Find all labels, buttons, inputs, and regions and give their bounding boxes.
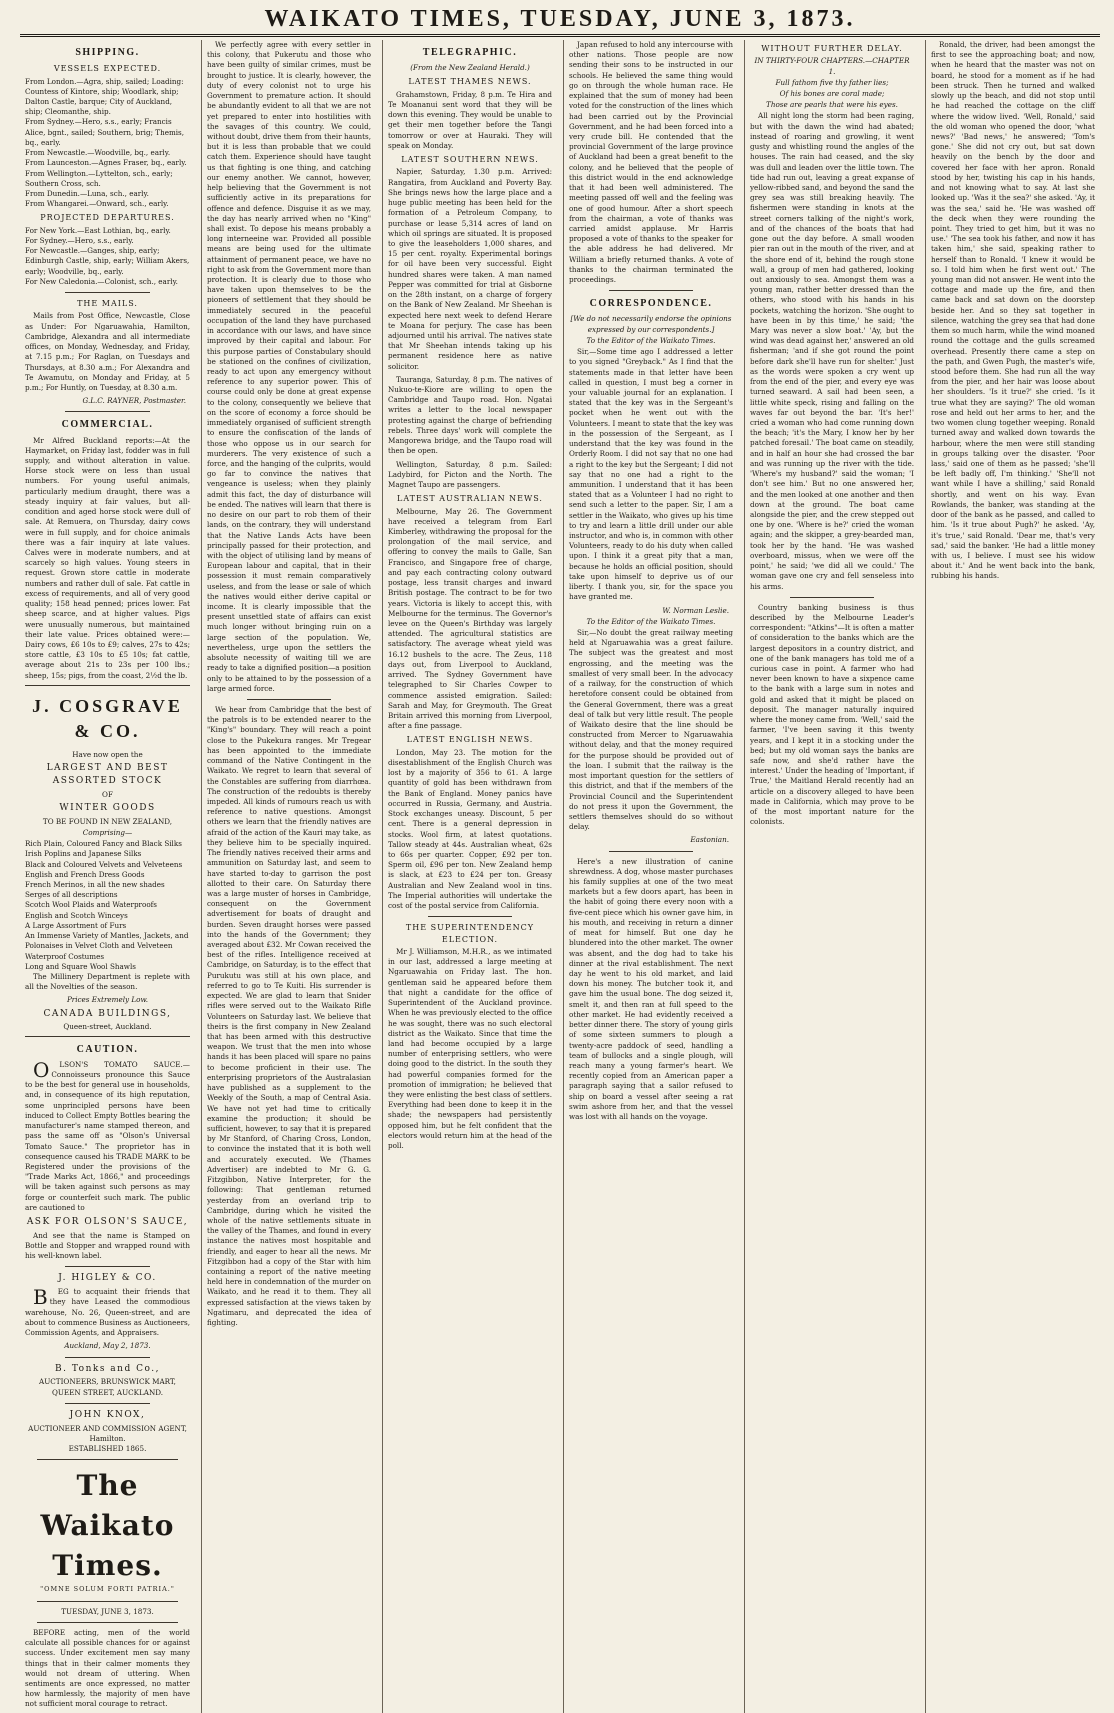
southern-news-text: Napier, Saturday, 1.30 p.m. Arrived: Rangatira, from Auckland and Poverty Bay. She brings news how the large place and a huge public meeting has been held for the formation of a Petroleum Company, to purchase or lease 5,314 acres of land on which oil springs are situated. It is proposed to give the leaseholders 1,000 shares, and 15 per cent. royalty. Experimental borings for oil have been very successful. Eight hundred shares were taken. A man named Pepper was committed for trial at Gisborne on the 28th instant, on a charge of forgery on the Bank of New Zealand. Mr Sheehan is expected here next week to defend Herare te Moana for perjury. The case has been adjourned until his arrival. The natives state that Mr Sheehan intends taking up his permanent residence here as native solicitor. xyxy=(388,167,552,371)
vessels-expected-heading: VESSELS EXPECTED. xyxy=(53,64,162,74)
australian-news-heading: LATEST AUSTRALIAN NEWS. xyxy=(397,494,543,504)
commercial-heading: COMMERCIAL. xyxy=(61,419,154,431)
cosgrave-stock: LARGEST AND BEST ASSORTED STOCK xyxy=(46,763,169,786)
superintendency-text: Mr J. Williamson, M.H.R., as we intimated in our last, addressed a large meeting at Ngaruawahia on Friday last. The hon. gentleman said he appeared before them that night a candidate for the office of Superintendent of the Auckland province. When he was previously elected to the office he was sought, there was no such electoral district as the Waikato. Since that time the land had become occupied by a large number of enterprising settlers, who were doing good to the district. In the south they had powerful companies formed for the promotion of immigration; he believed that they were enlisting the best class of settlers. Everything had been done to keep it in the shade; the newspapers had persistently opposed him, but he felt confident that the electors would return him at the head of the poll. xyxy=(388,946,552,1151)
tonks-address: QUEEN STREET, AUCKLAND. xyxy=(51,1387,164,1397)
higley-text: BEG to acquaint their friends that they have Leased the commodious warehouse, No. 26, Queen-street, and are about to commence Business as Auctioneers, Commission Agents, and Appraisers. xyxy=(25,1285,190,1338)
list-item: Long and Square Wool Shawls xyxy=(25,961,136,971)
vessels-list xyxy=(25,77,190,210)
verse-line: Of his bones are coral made; xyxy=(779,89,885,99)
leader-start: BEFORE acting, men of the world calculate all possible chances for or against success. Under excitement men say many things that in their calmer moments they would not dream of uttering. When sentiments are once expressed, no matter how harmlessly, the majority of men have not sufficient moral courage to retract. xyxy=(25,1627,190,1709)
list-item: English and Scotch Winceys xyxy=(25,910,128,920)
knox-title: JOHN KNOX, xyxy=(69,1409,146,1420)
caution-heading: CAUTION. xyxy=(76,1043,139,1055)
divider xyxy=(37,1459,178,1460)
banking-text: Country banking business is thus described by the Melbourne Leader's correspondent: "Atkins"—It is often a matter of consideration to the banks which are the largest depositors in a country district, and one of the bank managers has told me of a curious case in point. A farmer who had never been known to have a sixpence came to the bank with a large sum in notes and gold and asked that it might be placed on deposit. The manager naturally inquired where the money came from. 'Well,' said the farmer, 'I've been saving it this twenty years, and I kept it in a stocking under the bed; but my old woman says the banks are safe now, and she'd rather have the interest.' Under the heading of 'Important, if True,' the Maitland Herald recently had an article on a discovery alleged to have been made in California, which may prove to be of the most important nature for the colonists. xyxy=(750,602,914,827)
letter-1-text: Sir,—Some time ago I addressed a letter to you signed "Greyback." As I find that the statements made in that letter have been called in question, I must beg a corner in your valuable journal for an explanation. I stated that the key was in the Sergeant's pocket when he went out with the Volunteers. I meant to state that the key was in the possession of the Sergeant, as I understand that the key was found in the Orderly Room. I did not say that no one had a right to the key but the Sergeant; I did not say that no one had a right to the ammunition. I understand that it has been stated that as a Volunteer I had no right to send such a letter to the paper. Sir, I am a settler in the Waikato, who gives up his time to try and learn a little drill under our able instructor, and who is, in common with other Volunteers, ready to do his duty when called upon. I think it a great pity that a man, because he holds an official position, should take upon himself to deprive us of our liberty. I thank you, sir, for the space you have granted me. xyxy=(569,347,733,602)
column-1 xyxy=(20,40,195,1713)
divider xyxy=(609,290,693,291)
tonks-sub: AUCTIONEERS, BRUNSWICK MART, xyxy=(39,1377,176,1387)
correspondence-note: [We do not necessarily endorse the opinions expressed by our correspondents.] xyxy=(570,314,732,334)
letter-2-text: Sir,—No doubt the great railway meeting held at Ngaruawahia was a great failure. The subject was the greatest and most engrossing, and the meeting was the smallest of very small beer. In the advocacy of a railway, for the construction of which heretofore consent could be obtained from the General Government, there was a great deal of talk but very little result. The people of Waikato desire that the line should be constructed from Mercer to Ngaruawahia without delay, and that the money required for the purpose should be provided out of the loan. I submit that the railway is the most important question for the settlers of this district, and that if the members of the Provincial Council and the Superintendent do not press it upon the Government, the settlers themselves should do so without delay. xyxy=(569,628,733,832)
letter-2-signature: Eastonian. xyxy=(690,835,729,845)
election-report-continued: Japan refused to hold any intercourse with other nations. Those people are now sending their sons to be instructed in our schools. He believed the same thing would go on through the whole human race. He explained that the sum of money had been voted for the construction of the lines which had been carried out by the Provincial Government, and he had been forced into a very crude bill. He contended that the provincial Government of the large province of Auckland had been a great benefit to the colony, and he believed that the people of this district would in the end acknowledge that it had been well administered. The meeting passed off well and the feeling was one of good humour. After a short speech from the chairman, a vote of thanks was carried amidst applause. Mr Harris proposed a vote of thanks to the speaker for the able address he had delivered. Mr William a briefly returned thanks. A vote of thanks to the chairman terminated the proceedings. xyxy=(569,40,733,285)
wellington-news-text: Wellington, Saturday, 8 p.m. Sailed: Ladybird, for Picton and the North. The Magnet Taupo are passengers. xyxy=(388,459,552,489)
miscellany-text: Here's a new illustration of canine shrewdness. A dog, whose master purchases his family supplies at one of the two meat markets but a few doors apart, has been in the habit of going there every noon with a five-cent piece which his owner gave him, in his mouth, and receiving in return a dinner of meat for himself. But one day he blundered into the other market. The owner was absent, and the dog had to take his dinner at the rival establishment. The next day he went to his old market, and laid down his money. The butcher took it, and gave him the usual bone. The dog seized it, smelt it, and then ran at full speed to the other market. He had evidently received a better dinner there. The story of young girls of some sixteen summers to plough a twenty-acre paddock of seed, handling a team of bullocks and a single plough, will reach many a young farmer's heart. We recently copied from an American paper a paragraph saying that a sailor refused to ship on board a vessel after seeing a rat swim ashore from her, and that the vessel was lost with all hands on the voyage. xyxy=(569,856,733,1122)
divider xyxy=(65,411,150,412)
serial-story-continued: Ronald, the driver, had been amongst the first to see the approaching boat; and now, when he heard that the master was not on board, he stood for a moment as if he had been struck. Then he turned and walked slowly up the beach, and did not stop until he had reached the cottage on the cliff where the widow lived. 'Well, Ronald,' said the old woman who opened the door, 'what news?' 'Bad news,' he answered; 'Tom's gone.' She did not cry out, but sat down heavily on the bench by the door and covered her face with her apron. Ronald stood by her, twisting his cap in his hands, and not knowing what to say. At last she looked up. 'Was it the sea?' she asked. 'Ay, it was the sea,' said he. 'He was washed off the deck when they were rounding the point. They tried to get him, but it was no use.' 'The sea took his father, and now it has taken him,' she said, speaking rather to herself than to Ronald. 'I knew it would be so. I told him when he first went out.' The young man did not answer. He went into the cottage and made up the fire, and then came back and sat down on the doorstep beside her. And so they sat together in silence, watching the grey sea that had done them so much harm, while the wind moaned round the cottage and the gulls screamed overhead. Presently there came a step on the path, and Gwen Pugh, the master's wife, stood before them. She had run all the way from the pier, and her hair was loose about her shoulders. 'Is it true?' she cried. 'Is it true what they are saying?' The old woman rose and held out her arms to her, and the two women clung together weeping. Ronald turned away and walked down towards the harbour, where the men were still standing in groups talking over the disaster. 'Poor lass,' said one of them as he passed; 'she'll be left badly off, I'm thinking.' 'She'll not want while I have a shilling,' said Ronald shortly, and went on his way. Evan Rowlands, the banker, was standing at the door of the bank as he passed, and called to him. 'Is it true about Pugh?' he asked. 'Ay, it's true,' said Ronald. 'Dear me, that's very sad,' said the banker. 'He had a little money with us, I believe. I must see his widow about it.' And he went back into the bank, rubbing his hands. xyxy=(931,40,1095,581)
list-item: A Large Assortment of Furs xyxy=(25,920,127,930)
letter-1-signature: W. Norman Leslie. xyxy=(662,605,729,615)
cosgrave-millinery: The Millinery Department is replete with all the Novelties of the season. xyxy=(25,971,190,992)
list-item: For New York.—East Lothian, bq., early. xyxy=(25,225,171,235)
caution-text: OLSON'S TOMATO SAUCE.—Connoisseurs pronounce this Sauce to be the best for general use in households, and, in consequence of its high reputation, some unprincipled persons have been induced to Collect Empty Bottles bearing the manufacturer's name stamped thereon, and pass the same off as "Olson's Universal Tomato Sauce." The proprietor has in consequence caused his TRADE MARK to be Registered under the provisions of the "Trade Marks Act, 1866," and proceedings will be taken against such persons as may forge or counterfeit such mark. The public are cautioned to xyxy=(25,1057,190,1212)
southern-news-heading: LATEST SOUTHERN NEWS. xyxy=(401,155,539,165)
tonks-title: B. Tonks and Co., xyxy=(55,1363,160,1374)
list-item: From Whangarei.—Onward, sch., early. xyxy=(25,199,169,209)
cosgrave-address: CANADA BUILDINGS, xyxy=(43,1008,172,1019)
higley-title: J. HIGLEY & CO. xyxy=(58,1273,157,1284)
english-news-heading: LATEST ENGLISH NEWS. xyxy=(406,735,534,745)
cosgrave-goods: WINTER GOODS xyxy=(59,802,156,813)
divider xyxy=(65,1357,150,1358)
list-item: Rich Plain, Coloured Fancy and Black Silks xyxy=(25,839,182,849)
list-item: Waterproof Costumes xyxy=(25,951,105,961)
cosgrave-advertisement xyxy=(25,685,190,1037)
verse-line: Those are pearls that were his eyes. xyxy=(766,100,898,110)
telegraphic-heading: TELEGRAPHIC. xyxy=(422,47,518,58)
divider xyxy=(790,597,874,598)
knox-sub: AUCTIONEER AND COMMISSION AGENT, xyxy=(28,1423,187,1433)
list-item: From Newcastle.—Woodville, bq., early. xyxy=(25,148,171,158)
thames-news-text: Grahamstown, Friday, 8 p.m. Te Hira and Te Moananui sent word that they will be down this evening. They would be unable to get their men together before the Tangi tomorrow or over at Hauraki. They will speak on Monday. xyxy=(388,89,552,150)
list-item: From London.—Agra, ship, sailed; Loading: Countess of Kintore, ship; Woodlark, ship; Dalton Castle, barque; City of Auckland, ship; Cleomanthe, ship. xyxy=(25,76,184,117)
list-item: English and French Dress Goods xyxy=(25,869,145,879)
knox-town: Hamilton. xyxy=(89,1433,126,1443)
serial-chapter: IN THIRTY-FOUR CHAPTERS.—CHAPTER 1. xyxy=(754,56,910,76)
tauranga-news-text: Tauranga, Saturday, 8 p.m. The natives of Nukuo-te-Kiore are willing to open the Cambridge and Taupo road. Hon. Ngatai writes a letter to the local newspaper protesting against the charge of befriending rebels. Three days' work will complete the Mangorewa bridge, and the Taupo road will then be open. xyxy=(388,374,552,456)
list-item: From Wellington.—Lyttelton, sch., early; Southern Cross, sch. xyxy=(25,168,173,188)
columns xyxy=(20,40,1100,1709)
serial-story-text: All night long the storm had been raging, but with the dawn the wind had abated; instead of roaring and growling, it went gusty and whistling round the angles of the houses. The rain had ceased, and the sky was dull and leaden over the little town. The tide had run out, leaving a great expanse of yellow-ribbed sand, and beyond the sand the grey sea was still breaking heavily. The fishermen were standing in knots at the street corners talking of the night's work, and of the chances of the boats that had gone out the day before. A small wooden pier ran out in the mouth of the river, and at the shore end of it, behind the rough stone wall, a group of men had gathered, looking out anxiously to sea. Amongst them was a young man, rather better dressed than the others, who stood with his hands in his pockets, watching the horizon. 'She ought to have been in by this time,' he said; 'the Mary was never a slow boat.' 'Ay, but the wind was dead against her,' answered an old fisherman; 'and if she got round the point before dark she'll have run for shelter.' Just as the words were spoken a cry went up from the end of the pier, and every eye was turned seaward. A sail had been seen, a little white speck, rising and falling on the waves far out beyond the bar. 'It's her!' cried a woman who had come running down the beach; 'it's the Mary, I know her by her patched foresail.' The boat came on steadily, and in half an hour she had crossed the bar and was running up the river with the tide. 'Where's my husband?' said the woman; 'I don't see him.' But no one answered her, and the men looked at one another and then down at the ground. The boat came alongside the pier, and the crew stepped out one by one. 'Where is he?' cried the woman again; and the skipper, a grey-bearded man, took her by the hand. 'He was washed overboard, missus, when we were off the point,' he said; 'we did all we could.' The woman gave one cry and fell senseless into his arms. xyxy=(750,111,914,591)
divider xyxy=(37,1622,178,1623)
knox-established: ESTABLISHED 1865. xyxy=(68,1443,147,1453)
cosgrave-street: Queen-street, Auckland. xyxy=(63,1022,152,1032)
postmaster-signature: G.L.C. RAYNER, Postmaster. xyxy=(82,396,186,406)
mails-text: Mails from Post Office, Newcastle, Close as Under: For Ngaruawahia, Hamilton, Cambridge, Alexandra and all intermediate offices, on Monday, Wednesday, and Friday, at 7.15 p.m.; For Raglan, on Tuesdays and Thursdays, at 8.30 a.m.; For Alexandra and Te Awamutu, on Monday and Friday, at 5 p.m.; For Huntly, on Tuesday, at 8.30 a.m. xyxy=(25,311,190,392)
paper-motto: "OMNE SOLUM FORTI PATRIA." xyxy=(40,1585,175,1594)
column-4 xyxy=(563,40,738,1713)
list-item: Irish Poplins and Japanese Silks xyxy=(25,849,142,859)
column-6 xyxy=(925,40,1100,1713)
cosgrave-title: J. COSGRAVE & CO. xyxy=(32,695,183,742)
list-item: For Newcastle.—Ganges, ship, early; Edinburgh Castle, ship, early; William Akers, early; Woodville, bq., early. xyxy=(25,246,190,276)
letter-1-addressee: To the Editor of the Waikato Times. xyxy=(586,335,716,345)
paper-title-block xyxy=(25,1466,190,1594)
correspondence-heading: CORRESPONDENCE. xyxy=(589,298,713,310)
divider xyxy=(65,1403,150,1404)
issue-date: TUESDAY, JUNE 3, 1873. xyxy=(61,1606,154,1616)
divider xyxy=(37,1601,178,1602)
list-item: An Immense Variety of Mantles, Jackets, and Polonaises in Velvet Cloth and Velveteen xyxy=(25,931,189,951)
paper-title: The Waikato Times. xyxy=(40,1469,175,1582)
cosgrave-goods-list xyxy=(25,839,190,972)
letter-2-addressee: To the Editor of the Waikato Times. xyxy=(586,616,716,626)
superintendency-heading: THE SUPERINTENDENCY ELECTION. xyxy=(405,923,535,944)
list-item: Scotch Wool Plaids and Waterproofs xyxy=(25,900,157,910)
mails-heading: THE MAILS. xyxy=(77,299,138,309)
list-item: From Dunedin.—Luna, sch., early. xyxy=(25,188,149,198)
shipping-heading: SHIPPING. xyxy=(75,47,140,58)
local-news: We hear from Cambridge that the best of the patrols is to be extended nearer to the "King's" boundary. They will reach a point close to the Pukekura ranges. Mr Tregear has been appointed to the immediate command of the Native Contingent in the Waikato. We regret to learn that several of the Constables are suffering from diarrhœa. The construction of the redoubts is thereby impeded. All kinds of rumours reach us with reference to native questions. Amongst others we learn that the friendly natives are afraid of the action of the Kauri may take, as they believe him to be specially inquired. The friendly natives received their arms and ammunition on Saturday last, and seem to have started to-day to garrison the post allotted to their care. On Saturday there was a large muster of horses in Cambridge, consequent on the Government advertisement for boats of draught and burden. Seven draught horses were passed into the hands of the Government; they averaged about £32. Mr Cowan received the best of the rifles. Intelligence received at Cambridge, on Saturday, is to the effect that Purukutu was still at his own place, and referred to go to Te Kuiti. His surrender is expected. We are glad to learn that Snider rifles were served out to the Waikato Rifle Volunteers on Saturday last. We believe that theirs is the first company in New Zealand that has been armed with this destructive weapon. We trust that the men into whose hands it has been placed will spare no pains to become proficient in their use. The enterprising proprietors of the Australasian have published as a supplement to the Weekly of the South, a map of Central Asia. We have not yet had time to critically examine the production; it should be sufficient, however, to say that it is prepared by Mr Stanford, of Charing Cross, London, to convince the instated that it is both well and accurately executed. We (Thames Advertiser) are indebted to Mr G. G. Fitzgibbon, Native Interpreter, for the following: That gentleman returned yesterday from an overland trip to Cambridge, during which he visited the whole of the native settlements situate in the valley of the Thames, and found in every instance the natives most hospitable and friendly, and eager to hear all the news. Mr Fitzgibbon had a copy of the Star with him containing a report of the native meeting held here in condemnation of the murder on Waikato, and he read it to them. They all expressed satisfaction at the views taken by Ngatimaru, and deprecated the idea of fighting. xyxy=(207,705,371,1328)
column-3 xyxy=(382,40,557,1713)
cosgrave-comprising: Comprising— xyxy=(82,827,133,837)
list-item: Serges of all descriptions xyxy=(25,890,118,900)
cosgrave-of: OF xyxy=(102,789,113,799)
english-news-text: London, May 23. The motion for the disestablishment of the English Church was lost by a majority of 356 to 61. A large quantity of gold has been withdrawn from the Bank of England. Money panics have occurred in Russia, Germany, and Austria. Stock exchanges uneasy. Discount, 5 per cent. There is a general depression in stocks. Wool firm, at latest quotations. Tallow steady at 44s. Australian wheat, 62s to 66s per quarter. Copper, £92 per ton. Sperm oil, £96 per ton. New Zealand hemp is slack, at £23 to £24 per ton. Greasy Australian and New Zealand wool in tins. The Imperial authorities will undertake the cost of the postal service from California. xyxy=(388,747,552,911)
caution-ask: ASK FOR OLSON'S SAUCE, xyxy=(26,1217,189,1228)
commercial-text: Mr Alfred Buckland reports:—At the Haymarket, on Friday last, fodder was in full supply, and without alteration in value. Horse stock were on less than usual numbers. For young useful animals, particularly medium draught, there was a steady inquiry at fair values, but all-condition and aged horse stock were dull of sale. At Remuera, on Thursday, dairy cows were in full supply, and for choice animals there was a fair inquiry at late values. Calves were in moderate numbers, and at scarcely so high values. Young steers in request. Grown store cattle in moderate numbers and rather dull of sale. Fat cattle in excess of requirements, and all of very good quality; 158 head penned; prices lower. Fat sheep scarce, and at higher values. Pigs were unusually numerous, but maintained their late value. Prices obtained were:—Dairy cows, £6 10s to £9; calves, 27s to 42s; store cattle, £3 10s to £5 10s; fat cattle, average about 21s to 23s per 100 lbs.; sheep, 15s; pigs, from the coast, 2½d the lb. xyxy=(25,435,190,680)
divider xyxy=(609,851,693,852)
departures-heading: PROJECTED DEPARTURES. xyxy=(40,213,175,223)
telegraphic-source: (From the New Zealand Herald.) xyxy=(410,63,530,73)
divider xyxy=(65,1266,150,1267)
cosgrave-intro: Have now open the xyxy=(72,749,143,759)
list-item: From Sydney.—Hero, s.s., early; Francis Alice, bgnt., sailed; Southern, brig; Themis, bq., early. xyxy=(25,117,185,147)
divider xyxy=(428,916,512,917)
list-item: For Sydney.—Hero, s.s., early. xyxy=(25,235,134,245)
australian-news-text: Melbourne, May 26. The Government have received a telegram from Earl Kimberley, withdrawing the proposal for the prolongation of the mail service, and offering to convey the mails to Galle, San Francisco, and Singapore free of charge, and pay each contracting colony outward postage, less transit charges and inward British postage. The contract to be for two years. Victoria is likely to accept this, with Melbourne for the terminus. The Governor's levee on the Queen's Birthday was largely attended. The agricultural statistics are satisfactory. The average wheat yield was 16.12 bushels to the acre. The Zeus, 118 days out, from Liverpool to Auckland, arrived. The Sydney Government have telegraphed to Sir Charles Cowper to commence assisted emigration. Sailed: Sarah and May, for Greymouth. The Great Britain arrived this morning from Liverpool, after a fine passage. xyxy=(388,506,552,731)
list-item: Black and Coloured Velvets and Velveteens xyxy=(25,859,183,869)
list-item: French Merinos, in all the new shades xyxy=(25,879,165,889)
caution-end: And see that the name is Stamped on Bottle and Stopper and wrapped round with his well-known label. xyxy=(25,1230,190,1261)
cosgrave-prices: Prices Extremely Low. xyxy=(66,995,149,1005)
masthead: WAIKATO TIMES, TUESDAY, JUNE 3, 1873. xyxy=(20,6,1100,37)
list-item: For New Caledonia.—Colonist, sch., early. xyxy=(25,276,178,286)
departures-list xyxy=(25,226,190,287)
cosgrave-nz: TO BE FOUND IN NEW ZEALAND, xyxy=(42,816,173,826)
thames-news-heading: LATEST THAMES NEWS. xyxy=(408,77,532,87)
leader-continued: We perfectly agree with every settler in this colony, that Pukerutu and those who have been guilty of similar crimes, must be brought to justice. It is clearly, however, the duty of every colonist not to urge his Government to premature action. It should be abundantly evident to all that we are not yet prepared to enter into hostilities with the savages of this country. We could, without doubt, drive them from their haunts, but it is less than probable that we could catch them. Experience should have taught us that fighting is one thing, and catching our enemy another. We cannot, however, help believing that the Government is not sufficiently active in its preparations for offence and defence. Disguise it as we may, the day has nearly arrived when no "King" shall exist. To depose his means probably a long interneeine war. Provided all possible means are being used for the ultimate attainment of permanent peace, we have no right to ask from the Government more than protection. It is clearly due to those who have taken upon themselves to be the pioneers of settlement that they should be immediately secured in the peaceful occupation of the land they have purchased in accordance with our laws, and have since improved by their capital and labour. For this purpose parties of Constabulary should be stationed on the confines of civilization, ready to act upon any emergency without reference to any superior power. This of course could only be done at great expense to the colony, consequently we believe that on the score of economy a force should be immediately organised of sufficient strength to ensure the confiscation of the lands of those who oppose us in our search for murderers. The very existence of such a force, and the hanging of the culprits, would go far to convince the natives that vengeance is useless; when they plainly admit this fact, the day of disturbance will be ended. The natives will learn that there is no desire on our part to rob them of their lands, on the contrary, they will understand that the Native Lands Acts have been principally passed for their protection, and with the object of utilising land by means of European labour and capital, that in their possession it must remain comparatively useless, and from the lease or sale of which the natives would either derive capital or income. It is clearly impossible that the present unsettled state of affairs can exist much longer without bringing ruin on a large section of the population. We, nevertheless, urge upon the settlers the absolute necessity of waiting till we are ready to take a dignified position—a position only to be attained to by the possession of a large armed force. xyxy=(207,40,371,693)
list-item: From Launceston.—Agnes Fraser, bq., early. xyxy=(25,158,187,168)
divider xyxy=(247,699,331,700)
column-5 xyxy=(744,40,919,1713)
verse-line: Full fathom five thy father lies; xyxy=(775,77,889,87)
higley-date: Auckland, May 2, 1873. xyxy=(64,1341,151,1351)
serial-title: WITHOUT FURTHER DELAY. xyxy=(761,44,903,53)
divider xyxy=(65,292,150,293)
column-2 xyxy=(201,40,376,1713)
